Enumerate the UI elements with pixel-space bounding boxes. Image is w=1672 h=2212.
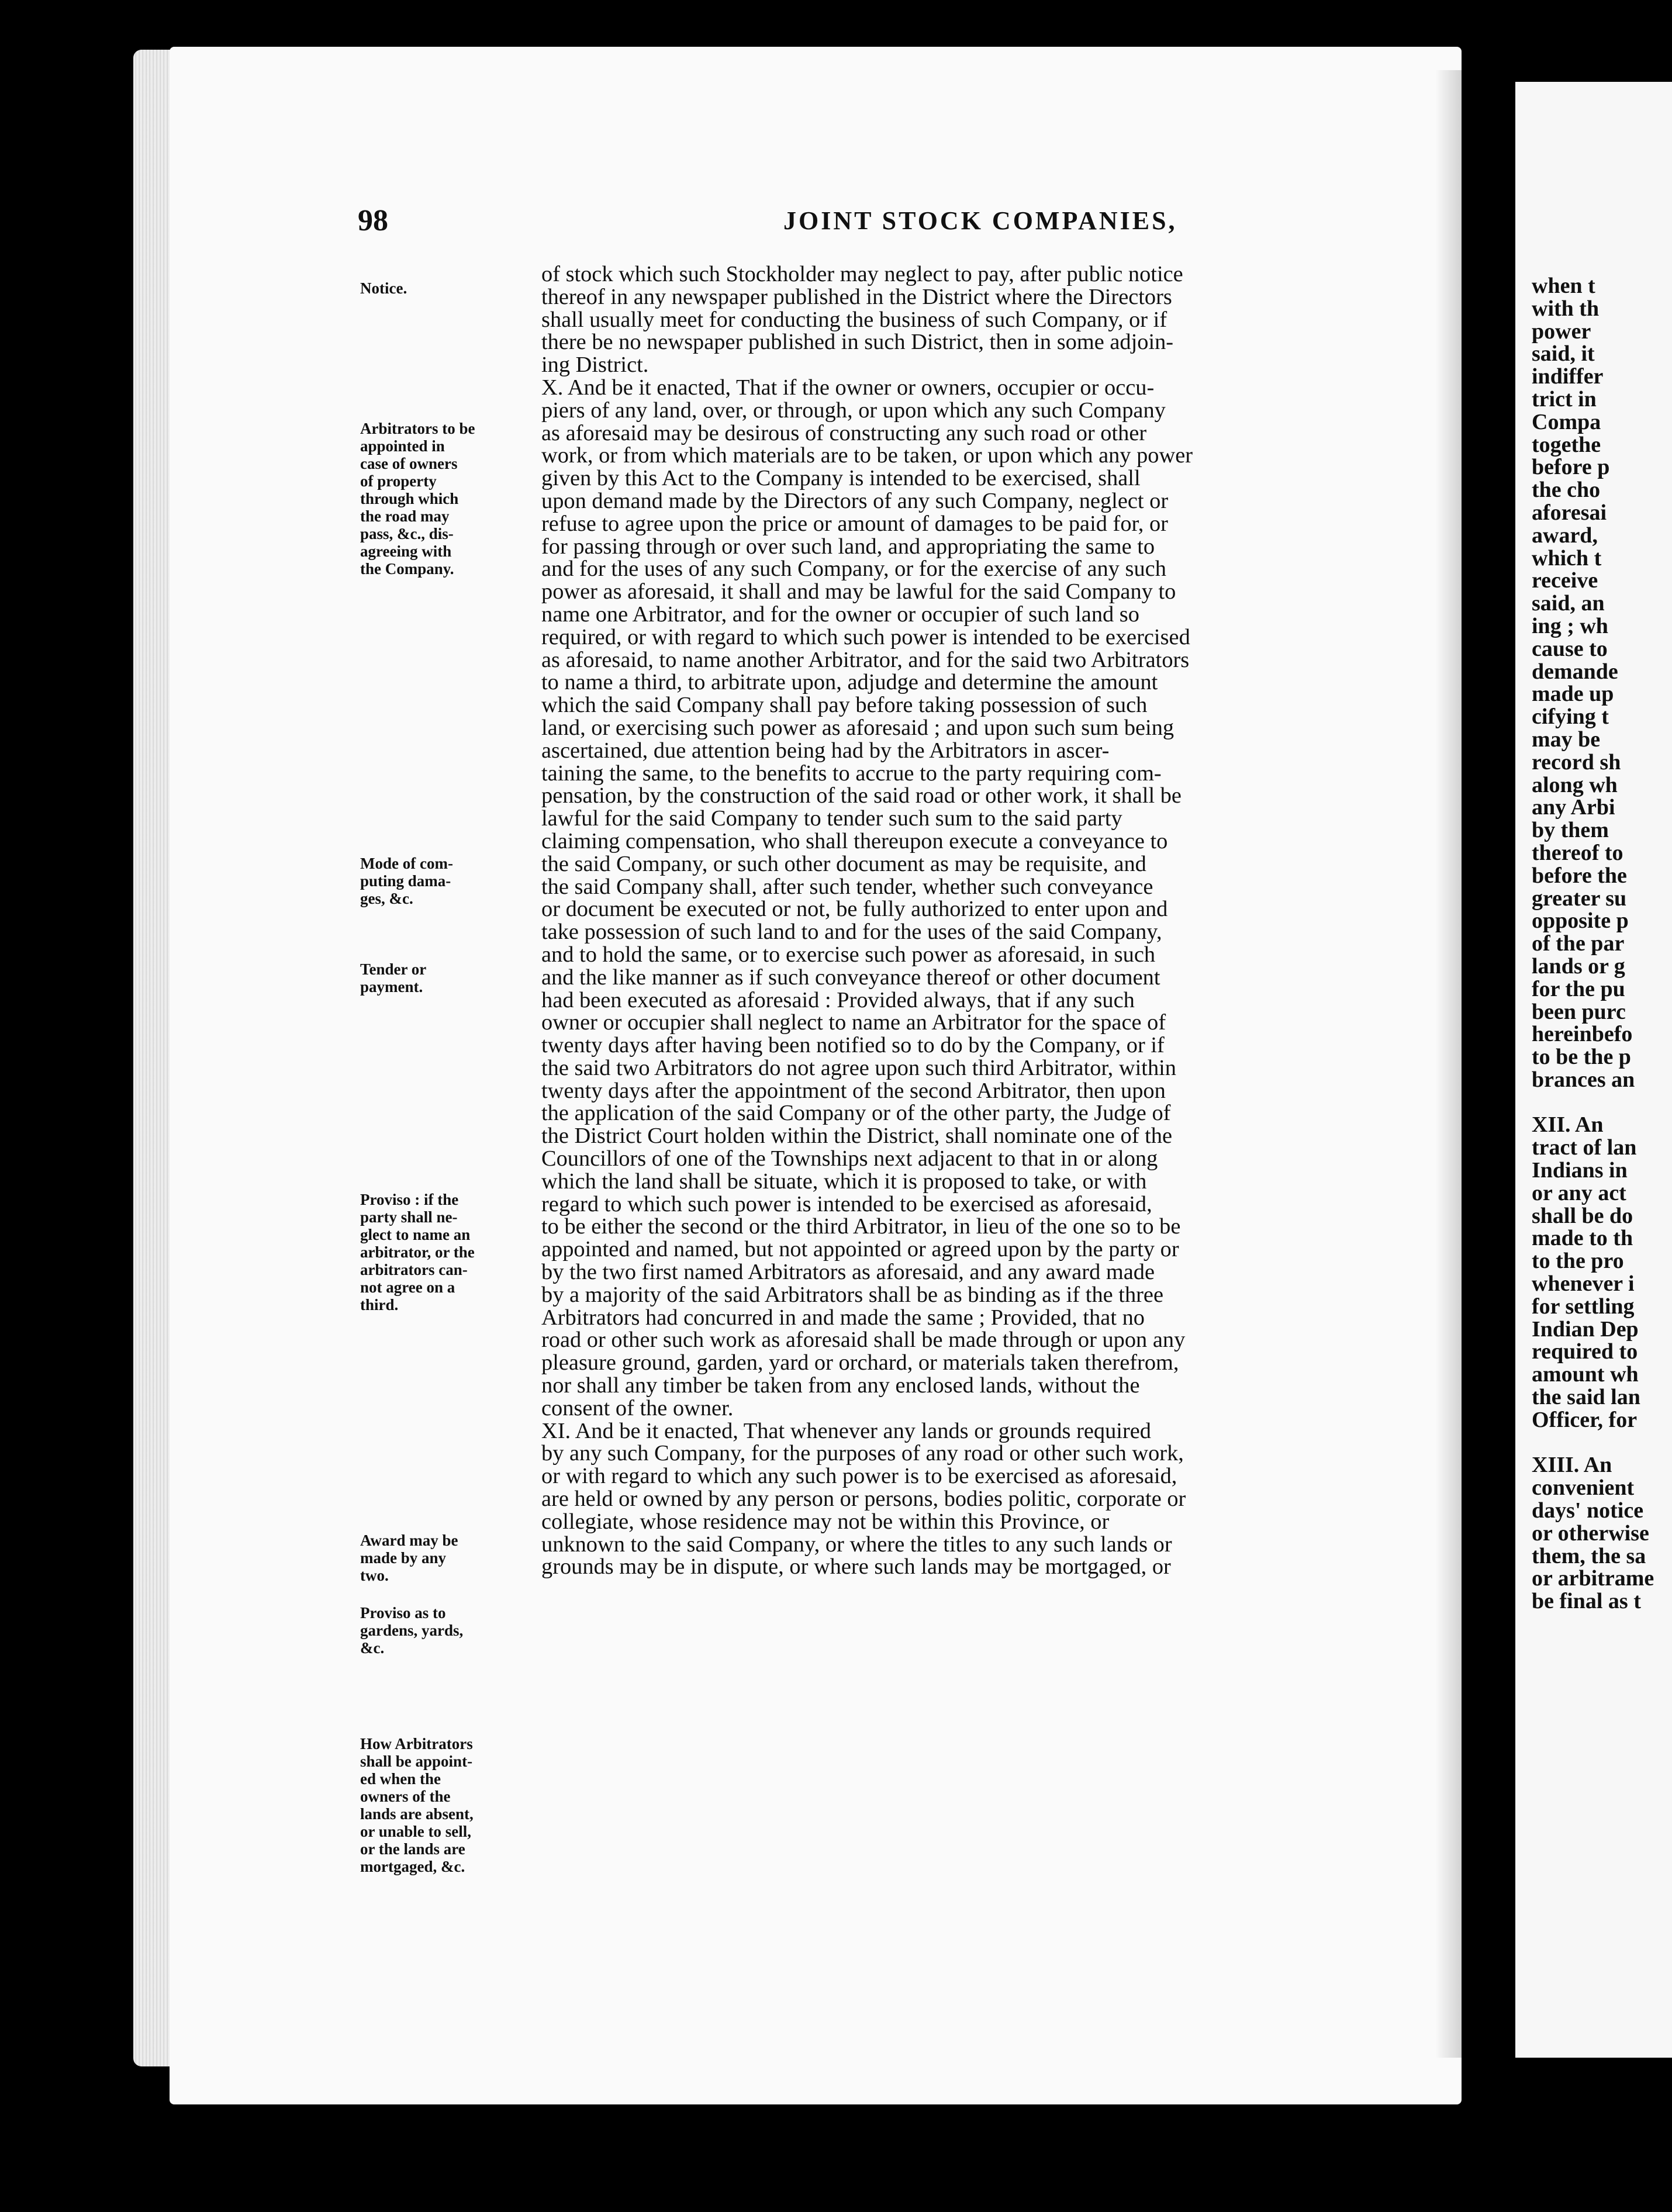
facing-page bbox=[1515, 82, 1672, 2058]
side-note-mode-of-computing: Mode of com- puting dama- ges, &c. bbox=[360, 855, 453, 907]
side-note-proviso-gardens: Proviso as to gardens, yards, &c. bbox=[360, 1604, 464, 1657]
side-note-proviso-arbitrator: Proviso : if the party shall ne- glect to name an arbitrator, or the arbitrators can- not agree on a third. bbox=[360, 1191, 475, 1314]
side-note-tender: Tender or payment. bbox=[360, 960, 427, 996]
running-head: JOINT STOCK COMPANIES, bbox=[783, 206, 1177, 235]
side-note-arbitrators: Arbitrators to be appointed in case of owners of property through which the road may pass, &c., dis- agreeing with the Company. bbox=[360, 420, 475, 578]
page-edges bbox=[133, 50, 174, 2066]
gutter-shadow bbox=[1435, 70, 1464, 2058]
facing-page-text: when t with th power said, it indiffer trict in Compa togethe before p the cho aforesai award, which t receive said, an ing ; wh cause to demande made up cifying t may be record sh along wh any Arbi by them thereof to before the greater su opposite p of the par lands or g for the pu been purc hereinbefo to be the p brances an XII. An tract of lan Indians in or any act shall be do made to th to the pro whenever i for settling Indian Dep required to amount wh the said lan Officer, for XIII. An convenient days' notice or otherwise them, the sa or arbitrame be final as t bbox=[1532, 274, 1654, 1614]
page-number: 98 bbox=[358, 204, 388, 237]
side-note-how-arbitrators: How Arbitrators shall be appoint- ed when the owners of the lands are absent, or unable to sell, or the lands are mortgaged, &c. bbox=[360, 1735, 474, 1875]
body-text: of stock which such Stockholder may neglect to pay, after public notice thereof in any newspaper published in the District where the Directors shall usually meet for conducting the business of such Company, or if there be no newspaper published in such District, then in some adjoin- ing District. X. And be it enacted, That if the owner or owners, occupier or occu- piers of any land, over, or through, or upon which any such Company as aforesaid may be desirous of constructing any such road or other work, or from which materials are to be taken, or upon which any power given by this Act to the Company is intended to be exercised, shall upon demand made by the Directors of any such Company, neglect or refuse to agree upon the price or amount of damages to be paid for, or for passing through or over such land, and appropriating the same to and for the uses of any such Company, or for the exercise of any such power as aforesaid, it shall and may be lawful for the said Company to name one Arbitrator, and for the owner or occupier of such land so required, or with regard to which such power is intended to be exercised as aforesaid, to name another Arbitrator, and for the said two Arbitrators to name a third, to arbitrate upon, adjudge and determine the amount which the said Company shall pay before taking possession of such land, or exercising such power as aforesaid ; and upon such sum being ascertained, due attention being had by the Arbitrators in ascer- taining the same, to the benefits to accrue to the party requiring com- pensation, by the construction of the said road or other work, it shall be lawful for the said Company to tender such sum to the said party claiming compensation, who shall thereupon execute a conveyance to the said Company, or such other document as may be requisite, and the said Company shall, after such tender, whether such conveyance or document be executed or not, be fully authorized to enter upon and take possession of such land to and for the uses of the said Company, and to hold the same, or to exercise such power as aforesaid, in such and the like manner as if such conveyance thereof or other document had been executed as aforesaid : Provided always, that if any such owner or occupier shall neglect to name an Arbitrator for the space of twenty days after having been notified so to do by the Company, or if the said two Arbitrators do not agree upon such third Arbitrator, within twenty days after the appointment of the second Arbitrator, then upon the application of the said Company or of the other party, the Judge of the District Court holden within the District, shall nominate one of the Councillors of one of the Townships next adjacent to that in or along which the land shall be situate, which it is proposed to take, or with regard to which such power is intended to be exercised as aforesaid, to be either the second or the third Arbitrator, in lieu of the one so to be appointed and named, but not appointed or agreed upon by the party or by the two first named Arbitrators as aforesaid, and any award made by a majority of the said Arbitrators shall be as binding as if the three Arbitrators had concurred in and made the same ; Provided, that no road or other such work as aforesaid shall be made through or upon any pleasure ground, garden, yard or orchard, or materials taken therefrom, nor shall any timber be taken from any enclosed lands, without the consent of the owner. XI. And be it enacted, That whenever any lands or grounds required by any such Company, for the purposes of any road or other such work, or with regard to which any such power is to be exercised as aforesaid, are held or owned by any person or persons, bodies politic, corporate or collegiate, whose residence may not be within this Province, or unknown to the said Company, or where the titles to any such lands or grounds may be in dispute, or where such lands may be mortgaged, or bbox=[541, 262, 1193, 1579]
side-note-award: Award may be made by any two. bbox=[360, 1532, 458, 1584]
side-note-notice: Notice. bbox=[360, 279, 407, 297]
